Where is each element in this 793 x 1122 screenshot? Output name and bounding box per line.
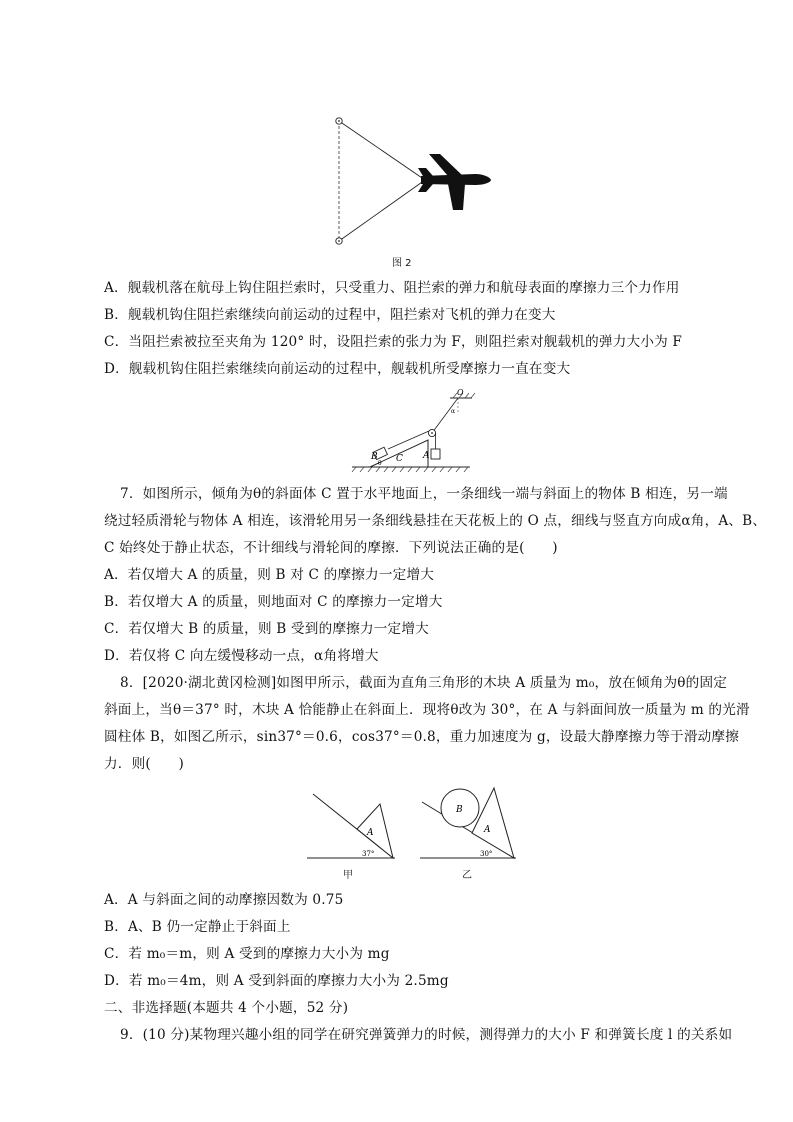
label-alpha: α [451,408,456,415]
label-b: B [371,452,378,462]
figure-q8-yi [418,780,520,863]
q7-stem-line-3: C 始终处于静止状态，不计细线与滑轮间的摩擦．下列说法正确的是( ) [104,540,558,556]
q8-stem-line-2: 斜面上，当θ＝37° 时，木块 A 恰能静止在斜面上．现将θ改为 30°，在 A 与斜面间放一质量为 m 的光滑 [104,702,750,718]
q8-option-c: C．若 m₀＝m，则 A 受到的摩擦力大小为 mg [104,946,390,962]
q6-option-d: D．舰载机钩住阻拦索继续向前运动的过程中，舰载机所受摩擦力一直在变大 [104,361,571,377]
q7-option-c: C．若仅增大 B 的质量，则 B 受到的摩擦力一定增大 [104,621,429,637]
figure-yi-caption: 乙 [462,870,472,881]
q7-option-d: D．若仅将 C 向左缓慢移动一点，α角将增大 [104,648,379,664]
q9-stem: 9．(10 分)某物理兴趣小组的同学在研究弹簧弹力的时候，测得弹力的大小 F 和弹簧长度 l 的关系如 [120,1027,733,1043]
q7-stem-line-1: 7．如图所示，倾角为θ的斜面体 C 置于水平地面上，一条细线一端与斜面上的物体 B 相连，另一端 [120,486,728,502]
q7-option-b: B．若仅增大 A 的质量，则地面对 C 的摩擦力一定增大 [104,594,443,610]
q8-option-b: B．A、B 仍一定静止于斜面上 [104,919,291,935]
aircraft-silhouette [418,154,491,210]
yi-label-b: B [456,805,463,815]
jia-label-a: A [367,828,374,838]
figure-2-caption: 图 2 [392,258,412,269]
q7-stem-line-2: 绕过轻质滑轮与物体 A 相连，该滑轮用另一条细线悬挂在天花板上的 O 点，细线与竖直方向成α角，A、B、 [104,513,767,529]
jia-angle: 37° [362,850,375,858]
figure-2-aircraft-cable [325,110,500,250]
q6-option-a: A．舰载机落在航母上钩住阻拦索时，只受重力、阻拦索的弹力和航母表面的摩擦力三个力作用 [104,280,680,296]
label-a: A [423,451,430,461]
q6-option-c: C．当阻拦索被拉至夹角为 120° 时，设阻拦索的张力为 F，则阻拦索对舰载机的弹力大小为 F [104,334,683,350]
q6-option-b: B．舰载机钩住阻拦索继续向前运动的过程中，阻拦索对飞机的弹力在变大 [104,307,556,323]
figure-q7-incline-pulley [350,386,490,474]
yi-label-a: A [484,825,491,835]
label-theta: θ [378,460,382,467]
label-c: C [396,454,403,464]
figure-q8-jia [305,788,405,863]
q8-option-a: A．A 与斜面之间的动摩擦因数为 0.75 [104,892,344,908]
q8-stem-line-1: 8．[2020·湖北黄冈检测]如图甲所示，截面为直角三角形的木块 A 质量为 m₀，放在倾角为θ的固定 [120,675,728,691]
q8-stem-line-4: 力．则( ) [104,756,184,772]
label-o: O [457,388,464,397]
q7-option-a: A．若仅增大 A 的质量，则 B 对 C 的摩擦力一定增大 [104,567,435,583]
section-2-heading: 二、非选择题(本题共 4 个小题，52 分) [104,1000,349,1016]
figure-jia-caption: 甲 [343,870,353,881]
q8-option-d: D．若 m₀＝4m，则 A 受到斜面的摩擦力大小为 2.5mg [104,973,449,989]
yi-angle: 30° [480,850,493,858]
q8-stem-line-3: 圆柱体 B，如图乙所示，sin37°＝0.6，cos37°＝0.8，重力加速度为 g，设最大静摩擦力等于滑动摩擦 [104,729,739,745]
